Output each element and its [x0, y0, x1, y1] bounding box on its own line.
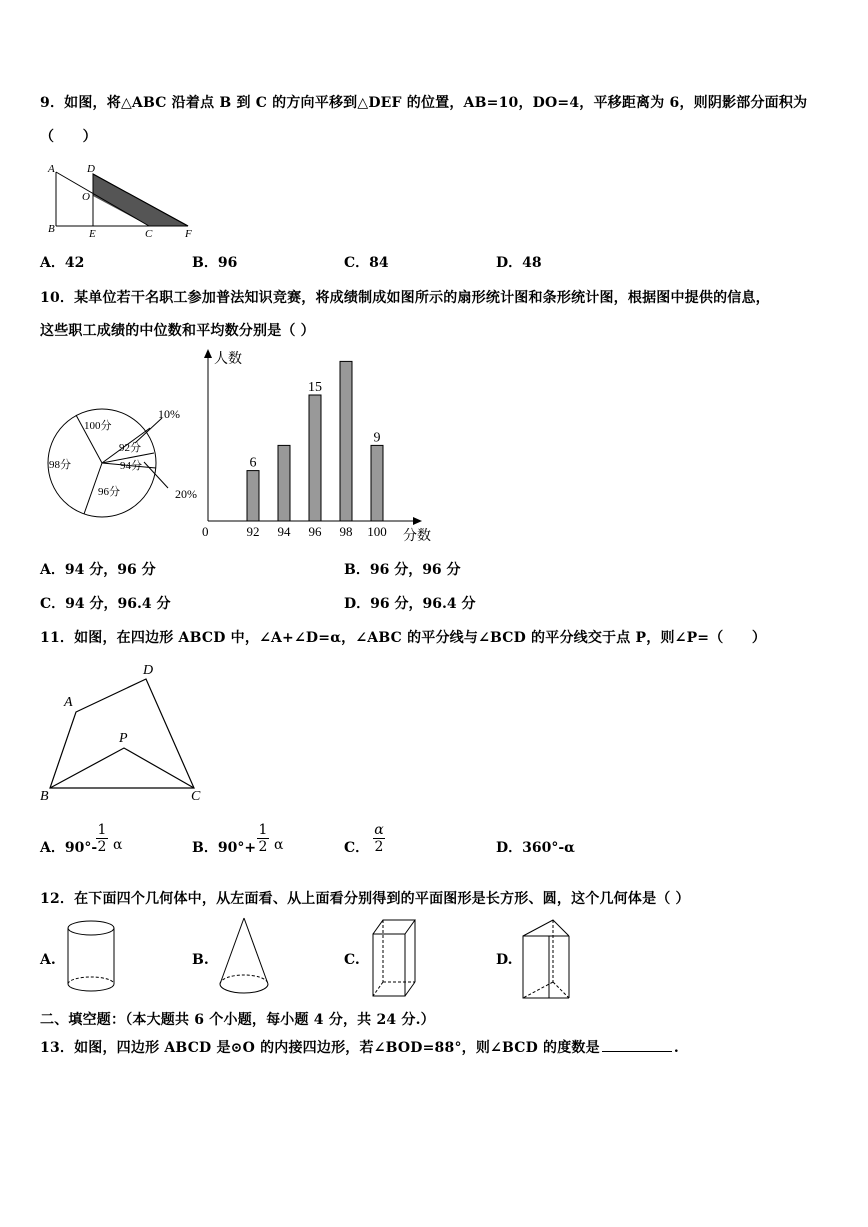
q10-line2: 这些职工成绩的中位数和平均数分别是（ ）	[40, 323, 315, 339]
origin-label: 0	[202, 524, 209, 539]
rectangular-prism-icon	[369, 916, 419, 1000]
q11-option-b-fraction	[257, 822, 269, 855]
q11-option-c-pre: C．	[344, 840, 370, 856]
pie-chart	[40, 398, 200, 518]
q11-label-A: A	[64, 695, 73, 710]
bar-100	[371, 445, 383, 521]
pie-label-92: 92分	[119, 442, 141, 454]
fraction-numerator: 1	[258, 822, 268, 838]
q11-label-B: B	[40, 789, 49, 804]
fraction-denominator: 2	[258, 839, 268, 855]
q9-option-c[interactable]: C．84	[344, 255, 389, 271]
q11-label-D: D	[143, 663, 154, 678]
data-label-100: 9	[373, 430, 381, 446]
q11-figure	[36, 658, 216, 808]
q10-option-b[interactable]: B．96 分，96 分	[344, 562, 461, 578]
y-axis-label: 人数	[214, 352, 242, 367]
q9-label-D: D	[87, 163, 95, 175]
data-label-96: 15	[308, 380, 322, 395]
q11-option-a-pre: A．90°-	[40, 840, 98, 856]
x-tick-label-100: 100	[367, 524, 387, 539]
triangular-prism-icon	[521, 918, 573, 1000]
x-tick-label-96: 96	[308, 524, 322, 539]
q12-option-c[interactable]: C.	[344, 952, 360, 968]
bar-98	[340, 361, 352, 521]
pie-label-98: 98分	[49, 459, 71, 471]
q13-text-pre: 13．如图，四边形 ABCD 是⊙O 的内接四边形，若∠BOD=88°，则∠BCD 的度数是	[40, 1040, 600, 1056]
x-axis-label: 分数	[403, 529, 431, 544]
data-label-92: 6	[249, 455, 257, 471]
q9-text: 9．如图，将△ABC 沿着点 B 到 C 的方向平移到△DEF 的位置，AB=10，DO=4，平移距离为 6，则阴影部分面积为	[40, 95, 808, 111]
q11-option-c-fraction	[373, 822, 385, 855]
pie-pct-20: 20%	[175, 487, 197, 501]
q9-label-O: O	[82, 191, 90, 203]
q11-option-a-alpha: α	[113, 837, 123, 853]
x-tick-label-92: 92	[246, 524, 260, 539]
q11-option-d[interactable]: D．360°-α	[496, 840, 575, 856]
q13-answer-blank[interactable]	[602, 1051, 672, 1052]
fraction-denominator: 2	[374, 839, 384, 855]
q12-option-a[interactable]: A.	[40, 952, 56, 968]
bar-92	[247, 471, 259, 521]
pie-pct-10: 10%	[158, 407, 180, 421]
pie-label-100: 100分	[84, 420, 112, 432]
q11-text: 11．如图，在四边形 ABCD 中，∠A+∠D=α，∠ABC 的平分线与∠BCD 的平分线交于点 P，则∠P=（ ）	[40, 630, 767, 646]
q9-figure	[40, 160, 200, 240]
q9-label-B: B	[48, 223, 55, 235]
q11-option-b[interactable]	[192, 837, 256, 857]
q11-option-b-pre: B．90°+	[192, 840, 257, 856]
q9-option-b[interactable]: B．96	[192, 255, 238, 271]
q13-text	[40, 1037, 679, 1057]
fraction-numerator: α	[374, 822, 384, 838]
q12-text: 12．在下面四个几何体中，从左面看、从上面看分别得到的平面图形是长方形、圆，这个几何体是（ ）	[40, 891, 690, 907]
section-2-heading: 二、填空题：（本大题共 6 个小题，每小题 4 分，共 24 分.）	[40, 1012, 435, 1028]
q11-label-P: P	[119, 731, 128, 746]
bar-chart	[190, 345, 440, 545]
bar-94	[278, 445, 290, 521]
q9-option-a[interactable]: A．42	[40, 255, 85, 271]
q13-text-post: .	[673, 1040, 679, 1056]
cylinder-icon	[66, 918, 118, 998]
q9-label-E: E	[89, 228, 96, 240]
q9-label-C: C	[145, 228, 153, 240]
x-tick-label-94: 94	[277, 524, 291, 539]
q11-option-a-fraction	[96, 822, 108, 855]
q10-option-c[interactable]: C．94 分，96.4 分	[40, 596, 171, 612]
fraction-denominator: 2	[97, 839, 107, 855]
q10-line1: 10．某单位若干名职工参加普法知识竞赛，将成绩制成如图所示的扇形统计图和条形统计图，根据图中提供的信息，	[40, 290, 770, 306]
fraction-numerator: 1	[97, 822, 107, 838]
pie-label-94: 94分	[120, 460, 142, 472]
q11-option-c[interactable]	[344, 837, 369, 857]
q9-paren: （ ）	[40, 129, 97, 145]
q11-option-a[interactable]	[40, 837, 97, 857]
q9-label-A: A	[48, 163, 55, 175]
q9-option-d[interactable]: D．48	[496, 255, 542, 271]
q12-option-b[interactable]: B.	[192, 952, 209, 968]
q9-label-F: F	[185, 228, 192, 240]
q11-option-b-alpha: α	[274, 837, 284, 853]
q10-option-a[interactable]: A．94 分，96 分	[40, 562, 156, 578]
bar-96	[309, 395, 321, 521]
pie-label-96: 96分	[98, 486, 120, 498]
q12-option-d[interactable]: D.	[496, 952, 513, 968]
q10-option-d[interactable]: D．96 分，96.4 分	[344, 596, 476, 612]
x-tick-label-98: 98	[339, 524, 353, 539]
q11-label-C: C	[191, 789, 201, 804]
cone-icon	[215, 916, 275, 1000]
